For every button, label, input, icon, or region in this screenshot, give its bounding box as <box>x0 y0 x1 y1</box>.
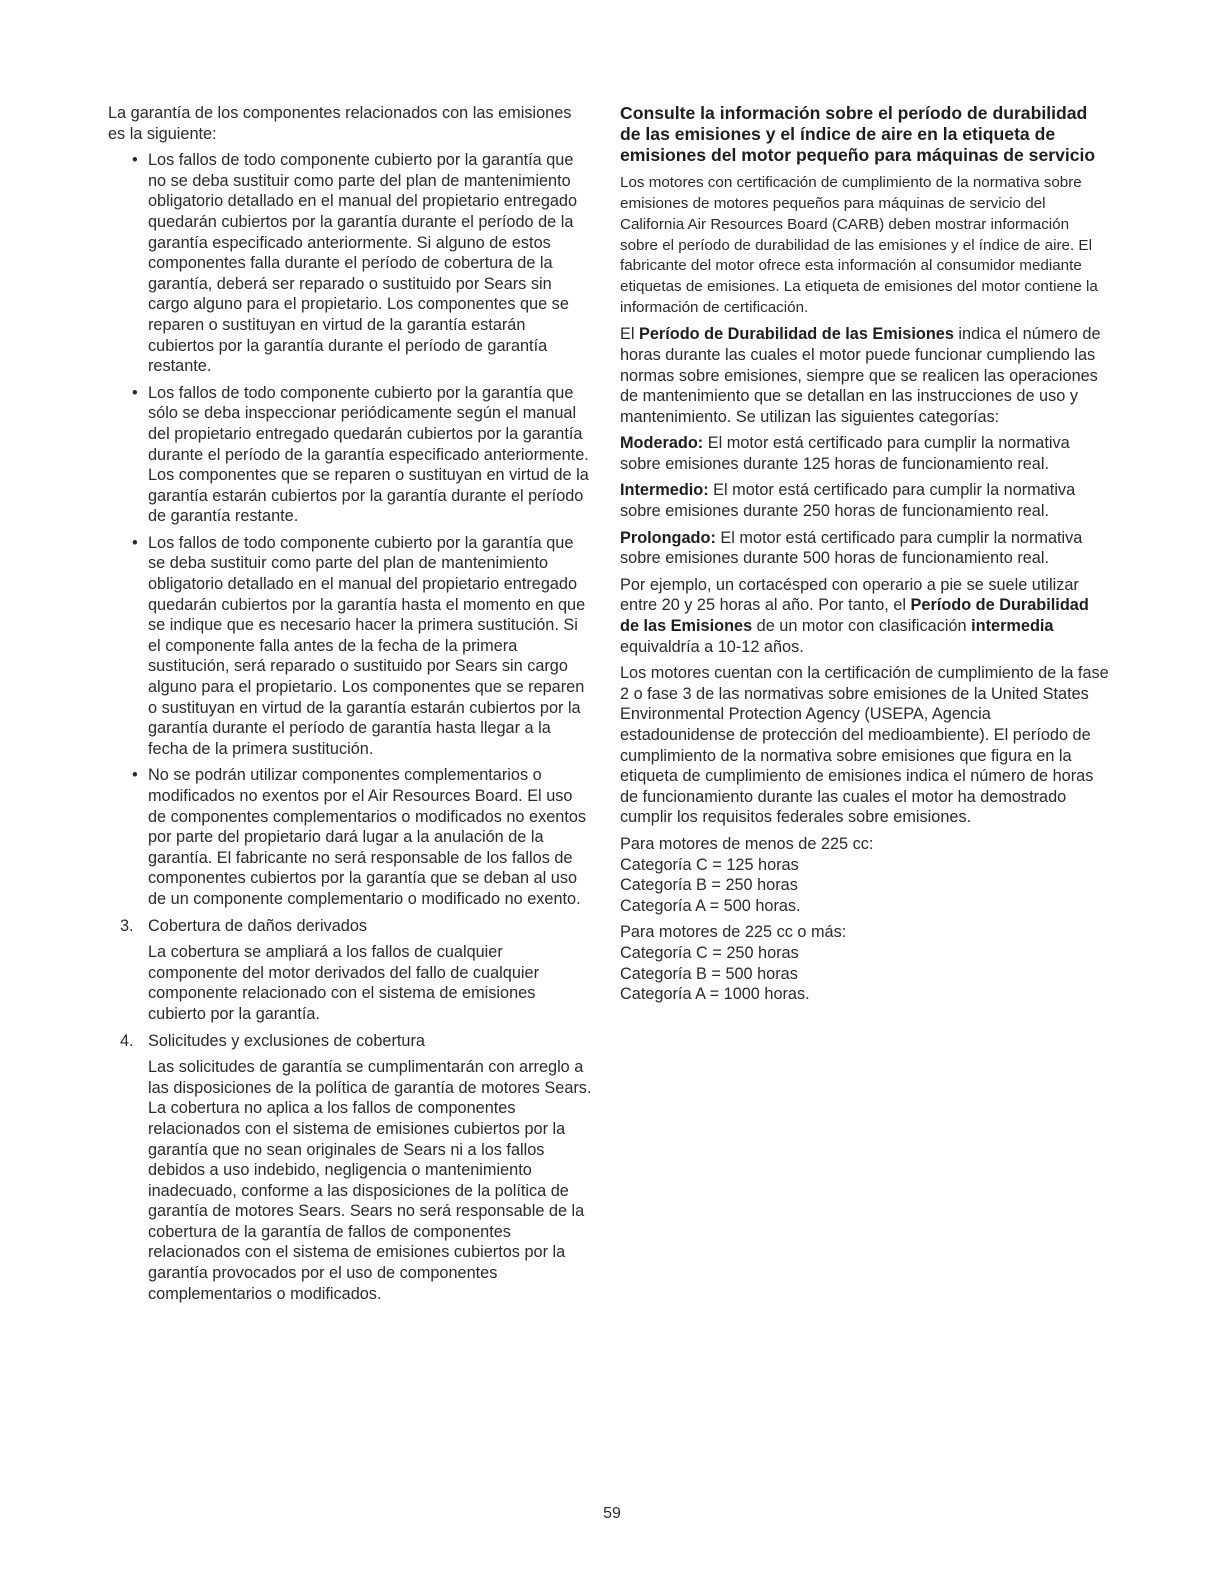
text: El motor está certificado para cumplir la normativa sobre emisiones durante 125 horas de funcionamiento real. <box>620 434 1070 473</box>
category-paragraph <box>620 528 1110 569</box>
bullet-text: Los fallos de todo componente cubierto por la garantía que se deba sustituir como parte del plan de mantenimiento obligatorio detallado en el manual del propietario entregado quedarán cubiertos por la garantía hasta el momento en que se indique que es necesario hacer la primera sustitución. Si el componente falla antes de la fecha de la primera sustitución, será reparado o sustituido por Sears sin cargo alguno para el propietario. Los componentes que se reparen o sustituyan en virtud de la garantía estarán cubiertos por la garantía durante el período de garantía hasta llegar a la fecha de la primera sustitución. <box>148 533 586 758</box>
bullet-icon: • <box>132 533 138 552</box>
section-heading: Consulte la información sobre el período de durabilidad de las emisiones y el índice de aire en la etiqueta de emisiones del motor pequeño para máquinas de servicio <box>620 103 1096 165</box>
text: El motor está certificado para cumplir la normativa sobre emisiones durante 250 horas de funcionamiento real. <box>620 481 1076 521</box>
bullet-text: No se podrán utilizar componentes complementarios o modificados no exentos por el Air Resources Board. El uso de componentes complementarios o modificados no exentos por parte del propietario dará lugar a la anulación de la garantía. El fabricante no será responsable de los fallos de componentes cubiertos por la garantía que se deban al uso de un componente complementario o modificado no exento. <box>148 766 587 908</box>
bullet-icon: • <box>132 766 138 785</box>
text: indica el número de horas durante las cuales el motor puede funcionar cumpliendo las normas sobre emisiones, siempre que se realicen las operaciones de mantenimiento que se detallan en las instrucciones de uso y mantenimiento. Se utilizan las siguientes categorías: <box>620 325 1101 426</box>
example-paragraph <box>620 575 1110 657</box>
bullet-icon: • <box>132 151 138 170</box>
item-title: Cobertura de daños derivados <box>148 916 368 935</box>
paragraph: Los motores con certificación de cumplimiento de la normativa sobre emisiones de motores pequeños para máquinas de servicio del California Air Resources Board (CARB) deben mostrar información sobre el período de durabilidad de las emisiones y el índice de aire. El fabricante del motor ofrece esta información al consumidor mediante etiquetas de emisiones. La etiqueta de emisiones del motor contiene la información de certificación. <box>620 174 1098 316</box>
list-line: Categoría A = 1000 horas. <box>620 985 810 1004</box>
bullet-item <box>108 533 593 760</box>
item-number: 4. <box>120 1031 134 1050</box>
bullet-item <box>108 150 593 377</box>
bold-term: Período de Durabilidad de las Emisiones <box>639 325 954 344</box>
right-column <box>620 103 1110 1011</box>
page-number: 59 <box>603 1505 621 1522</box>
text: El <box>620 325 640 344</box>
item-number: 3. <box>120 916 134 935</box>
left-column <box>108 103 593 1310</box>
bold-term: Período de Durabilidad de las Emisiones <box>620 596 1089 636</box>
category-label: Moderado: <box>620 434 704 453</box>
category-label: Intermedio: <box>620 481 709 500</box>
list-line: Categoría B = 250 horas <box>620 876 798 895</box>
under-225-list <box>620 834 1110 916</box>
category-paragraph <box>620 480 1110 521</box>
list-line: Para motores de 225 cc o más: <box>620 923 847 942</box>
list-line: Categoría C = 125 horas <box>620 855 799 874</box>
item-title: Solicitudes y exclusiones de cobertura <box>148 1031 425 1050</box>
paragraph: Los motores cuentan con la certificación de cumplimiento de la fase 2 o fase 3 de las normativas sobre emisiones de la United States Environmental Protection Agency (USEPA, Agencia estadounidense de protección del medioambiente). El período de cumplimiento de la normativa sobre emisiones que figura en la etiqueta de cumplimiento de emisiones indica el número de horas de funcionamiento durante las cuales el motor ha demostrado cumplir los requisitos federales sobre emisiones. <box>620 664 1109 827</box>
text: de un motor con clasificación <box>752 617 972 636</box>
bullet-item <box>108 383 593 527</box>
list-line: Categoría A = 500 horas. <box>620 896 801 915</box>
paragraph <box>620 324 1110 427</box>
numbered-item <box>108 1031 593 1052</box>
list-line: Categoría B = 500 horas <box>620 964 798 983</box>
numbered-item <box>108 916 593 937</box>
bullet-item <box>108 765 593 909</box>
item-body: La cobertura se ampliará a los fallos de cualquier componente del motor derivados del fallo de cualquier componente relacionado con el sistema de emisiones cubierto por la garantía. <box>148 943 539 1023</box>
list-line: Categoría C = 250 horas <box>620 943 799 962</box>
list-line: Para motores de menos de 225 cc: <box>620 834 874 853</box>
text: equivaldría a 10-12 años. <box>620 637 804 656</box>
bullet-text: Los fallos de todo componente cubierto por la garantía que no se deba sustituir como parte del plan de mantenimiento obligatorio detallado en el manual del propietario entregado quedarán cubiertos por la garantía durante el período de la garantía especificado anteriormente. Si alguno de estos componentes falla durante el período de cobertura de la garantía, deberá ser reparado o sustituido por Sears sin cargo alguno para el propietario. Los componentes que se reparen o sustituyan en virtud de la garantía estarán cubiertos por la garantía durante el período de garantía restante. <box>148 151 578 376</box>
bold-term: intermedia <box>971 617 1054 636</box>
bullet-text: Los fallos de todo componente cubierto por la garantía que sólo se deba inspeccionar periódicamente según el manual del propietario entregado quedarán cubiertos por la garantía durante el período de la garantía especificado anteriormente. Los componentes que se reparen o sustituyan en virtud de la garantía estarán cubiertos por la garantía durante el período de garantía restante. <box>148 383 589 526</box>
text: Por ejemplo, un cortacésped con operario a pie se suele utilizar entre 20 y 25 horas al año. Por tanto, el <box>620 575 1079 615</box>
bullet-icon: • <box>132 383 138 402</box>
over-225-list <box>620 922 1110 1004</box>
item-body: Las solicitudes de garantía se cumplimentarán con arreglo a las disposiciones de la política de garantía de motores Sears. La cobertura no aplica a los fallos de componentes relacionados con el sistema de emisiones cubiertos por la garantía que no sean originales de Sears ni a los fallos debidos a uso indebido, negligencia o mantenimiento inadecuado, conforme a las disposiciones de la política de garantía de motores Sears. Sears no será responsable de la cobertura de la garantía de fallos de componentes relacionados con el sistema de emisiones cubiertos por la garantía provocados por el uso de componentes complementarios o modificados. <box>148 1058 592 1303</box>
text: El motor está certificado para cumplir la normativa sobre emisiones durante 500 horas de funcionamiento real. <box>620 528 1083 568</box>
category-paragraph <box>620 433 1110 474</box>
intro-paragraph: La garantía de los componentes relacionados con las emisiones es la siguiente: <box>108 104 572 143</box>
category-label: Prolongado: <box>620 528 716 547</box>
